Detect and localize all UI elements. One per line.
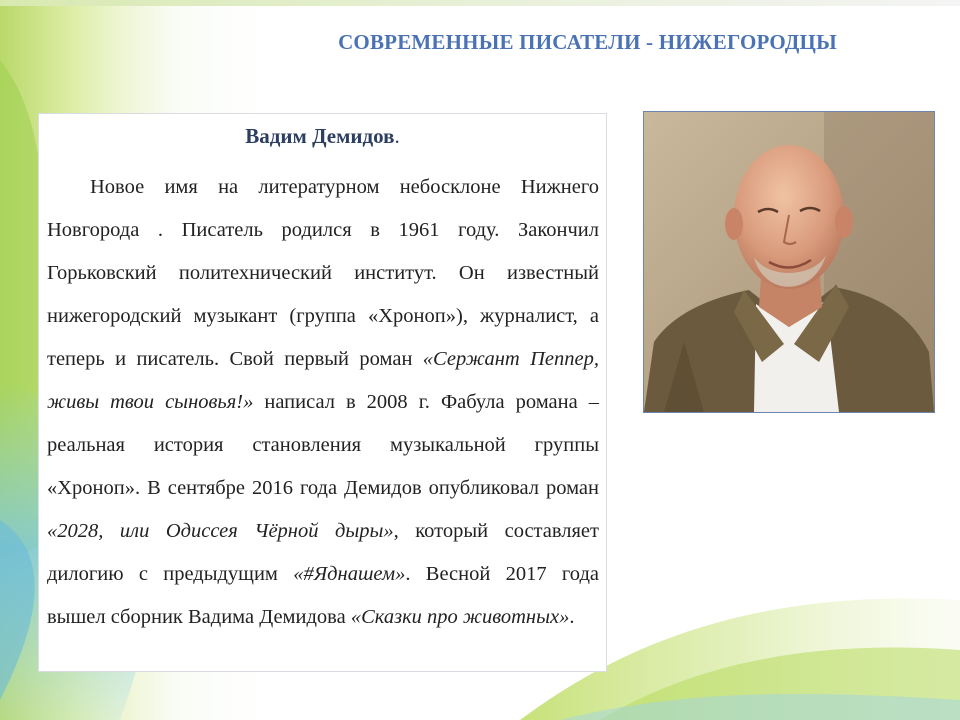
biography-text (47, 166, 599, 639)
bio-part-4: . Весной 2017 года вышел сборник Вадима Демидова (47, 563, 599, 628)
portrait-illustration (644, 112, 934, 412)
bio-part-2: написал в 2008 г. Фабула романа – реальная история становления музыкальной группы «Хроноп». В сентябре 2016 года Демидов опубликовал роман (47, 391, 599, 499)
biography-panel (38, 113, 607, 672)
author-name: Вадим Демидов (245, 124, 395, 148)
book-title-tales: «Сказки про животных» (350, 606, 570, 628)
author-photo (643, 111, 935, 413)
author-name-heading (39, 124, 606, 149)
book-title-sergeant-pepper: «Сержант Пеппер, живы твои сыновья!» (47, 348, 599, 413)
book-title-yadnashem: «#Яднашем» (293, 563, 406, 585)
book-title-2028: «2028, или Одиссея Чёрной дыры» (47, 520, 394, 542)
bio-part-1: Новое имя на литературном небосклоне Нижнего Новгорода . Писатель родился в 1961 году. Закончил Горьковский политехнический институт. Он известный нижегородский музыкант (группа «Хроноп»), журналист, а теперь и писатель. Свой первый роман (47, 176, 599, 370)
bio-part-5: . (569, 606, 575, 628)
slide-title: СОВРЕМЕННЫЕ ПИСАТЕЛИ - НИЖЕГОРОДЦЫ (338, 30, 837, 54)
author-name-suffix: . (394, 124, 400, 148)
bio-part-3: , который составляет дилогию с предыдущим (47, 520, 599, 585)
